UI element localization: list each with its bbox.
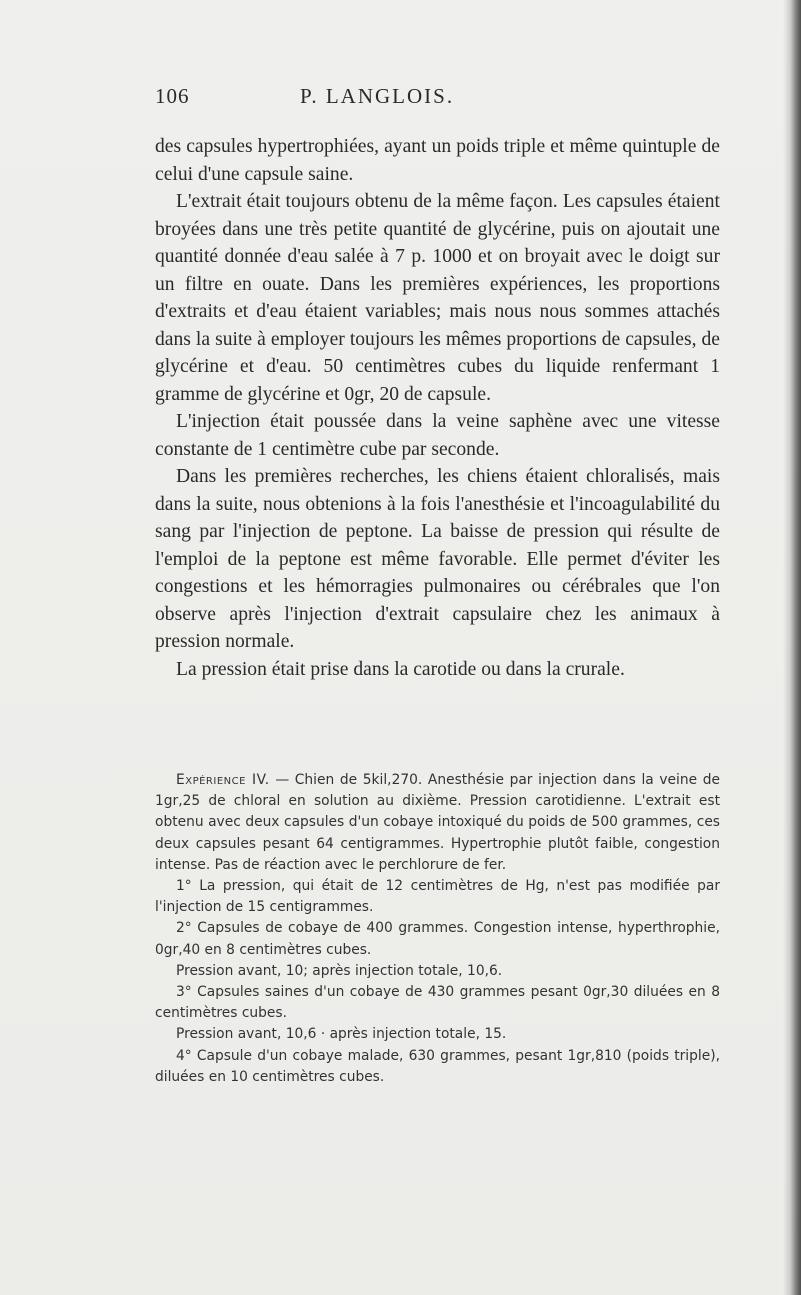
- experiment-intro: [155, 770, 720, 876]
- experiment-step: 4° Capsule d'un cobaye malade, 630 grammes, pesant 1gr,810 (poids triple), diluées en 10 centimètres cubes.: [155, 1047, 720, 1085]
- paragraph: La pression était prise dans la carotide ou dans la crurale.: [176, 658, 625, 680]
- body-text: [155, 133, 720, 683]
- page-binding-shadow: [783, 0, 801, 1295]
- experiment-step: 3° Capsules saines d'un cobaye de 430 grammes pesant 0gr,30 diluées en 8 centimètres cubes.: [155, 984, 720, 1022]
- experiment-notes: [155, 770, 720, 1088]
- page-number: 106: [155, 84, 190, 108]
- experiment-step: Pression avant, 10,6 · après injection totale, 15.: [176, 1026, 507, 1043]
- experiment-label: Expérience IV.: [176, 772, 270, 788]
- paragraph: L'injection était poussée dans la veine saphène avec une vitesse constante de 1 centimètre cube par seconde.: [155, 411, 720, 460]
- paragraph: L'extrait était toujours obtenu de la même façon. Les capsules étaient broyées dans une très petite quantité de glycérine, puis on ajoutait une quantité donnée d'eau salée à 7 p. 1000 et on broyait avec le doigt sur un filtre en ouate. Dans les premières expériences, les proportions d'extraits et d'eau étaient variables; mais nous nous sommes attachés dans la suite à employer toujours les mêmes proportions de capsules, de glycérine et d'eau. 50 centimètres cubes du liquide renfermant 1 gramme de glycérine et 0gr, 20 de capsule.: [155, 191, 720, 405]
- running-head: P. LANGLOIS.: [300, 84, 455, 108]
- experiment-step: 1° La pression, qui était de 12 centimètres de Hg, n'est pas modifiée par l'injection de 15 centigrammes.: [155, 878, 720, 916]
- paragraph: des capsules hypertrophiées, ayant un poids triple et même quintuple de celui d'une capsule saine.: [155, 136, 720, 185]
- experiment-text: — Chien de 5kil,270. Anesthésie par injection dans la veine de 1gr,25 de chloral en solution au dixième. Pression carotidienne. L'extrait est obtenu avec deux capsules d'un cobaye intoxiqué du poids de 500 grammes, ces deux capsules pesant 64 centigrammes. Hypertrophie plutôt faible, congestion intense. Pas de réaction avec le perchlorure de fer.: [155, 772, 720, 873]
- paragraph: Dans les premières recherches, les chiens étaient chloralisés, mais dans la suite, nous obtenions à la fois l'anesthésie et l'incoagulabilité du sang par l'injection de peptone. La baisse de pression qui résulte de l'emploi de la peptone est même favorable. Elle permet d'éviter les congestions et les hémorragies pulmonaires ou cérébrales que l'on observe après l'injection d'extrait capsulaire chez les animaux à pression normale.: [155, 466, 720, 652]
- page-header: [155, 84, 715, 114]
- experiment-step: 2° Capsules de cobaye de 400 grammes. Congestion intense, hyperthrophie, 0gr,40 en 8 centimètres cubes.: [155, 920, 720, 958]
- experiment-step: Pression avant, 10; après injection totale, 10,6.: [176, 962, 503, 979]
